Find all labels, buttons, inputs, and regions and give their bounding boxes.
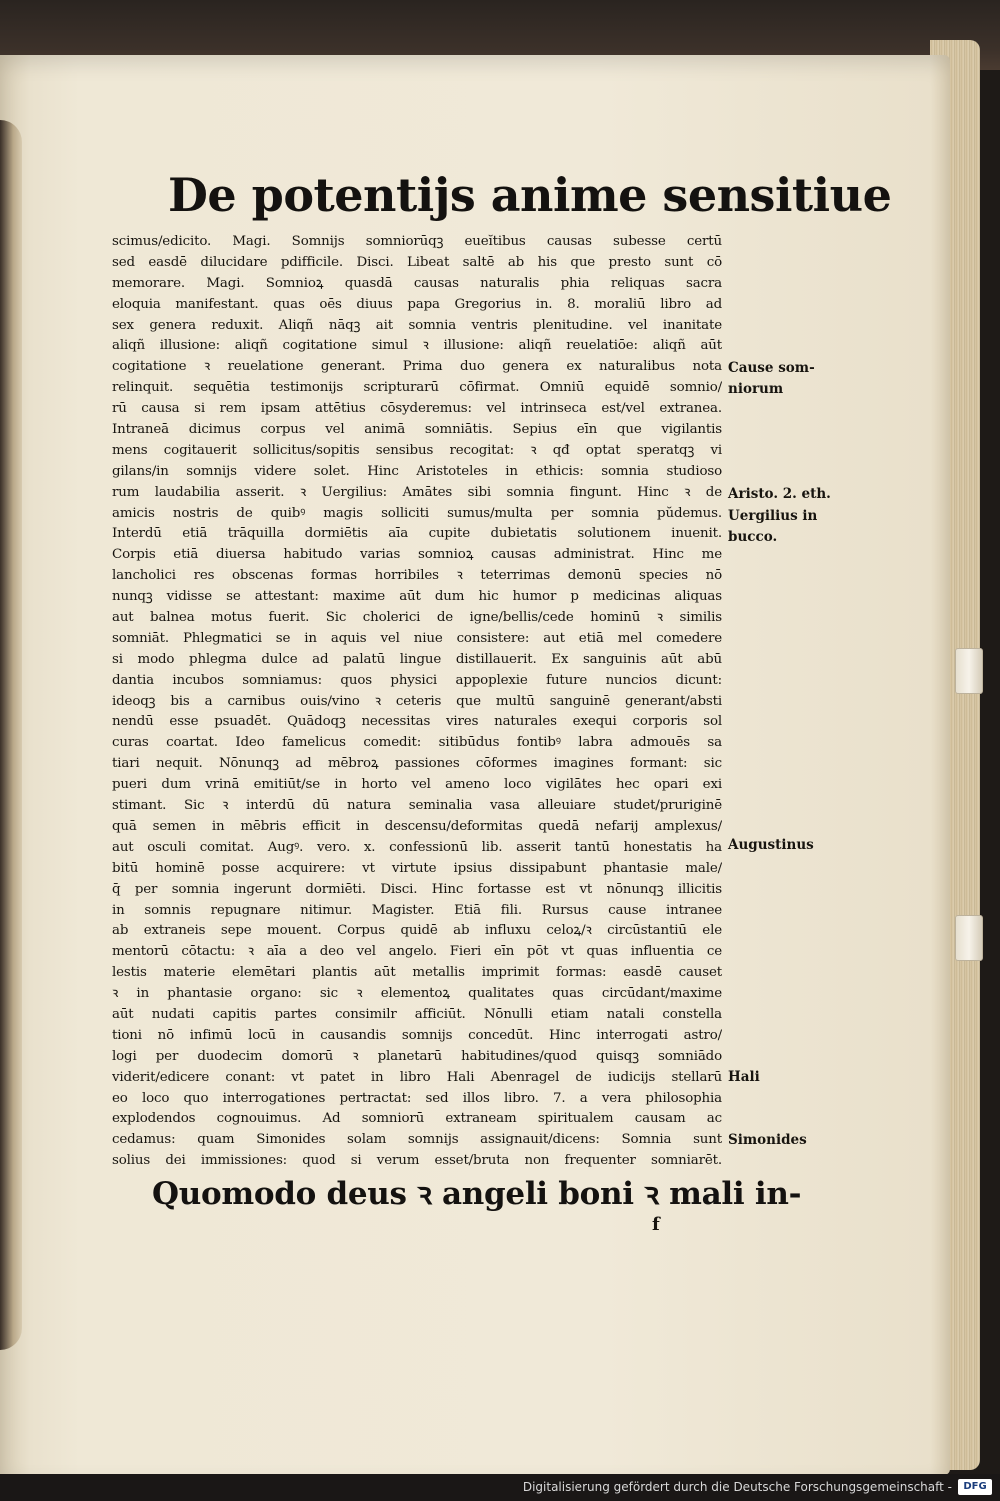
margin-note: Aristo. 2. eth. [728,486,831,502]
text-line: memorare. Magi. Somnioꝝ quasdā causas naturalis phia reliquas sacra [112,275,722,291]
text-line: q̄ per somnia ingerunt dormiēti. Disci. Hinc fortasse est vt nōnunqꝫ illicitis [112,881,722,897]
text-line: Intraneā dicimus corpus vel animā somniātis. Sepius eīn que vigilantis [112,422,722,438]
text-line: rū causa si rem ipsam attētius cōsyderemus: vel intrinseca est/vel extranea. [112,401,722,417]
running-title: De potentijs anime sensitiue [168,168,892,222]
text-line: cogitatione ꝛ reuelatione generant. Prima duo genera ex naturalibus nota [112,359,722,375]
text-line: amicis nostris de quibꝰ magis solliciti sumus/multa per somnia pŭdemus. [112,505,722,521]
margin-note: Simonides [728,1132,807,1148]
page-tab-marker [955,648,983,694]
text-line: sex genera reduxit. Aliqñ nāqꝫ ait somnia ventris plenitudine. vel inanitate [112,317,722,333]
text-line: Corpis etiā diuersa habitudo varias somnioꝝ causas administrat. Hinc me [112,547,722,563]
margin-note: niorum [728,381,784,397]
text-line: pueri dum vrinā emitiūt/se in horto vel ameno loco vigilātes hec opari exi [112,777,722,793]
text-line: si modo phlegma dulce ad palatū lingue distillauerit. Ex sanguinis aūt abū [112,651,722,667]
main-text-block [112,232,722,1172]
text-line: sed easdē dilucidare pdifficile. Disci. Libeat saltē ab his que presto sunt cō [112,254,722,270]
text-line: eo loco quo interrogationes pertractat: sed illos libro. 7. a vera philosophia [112,1090,722,1106]
text-line: lancholici res obscenas formas horribiles ꝛ teterrimas demonū species nō [112,568,722,584]
text-line: mentorū cōtactu: ꝛ aīa a deo vel angelo. Fieri eīn pōt vt quas influentia ce [112,944,722,960]
text-line: gilans/in somnijs videre solet. Hinc Aristoteles in ethicis: somnia studioso [112,463,722,479]
text-line: lestis materie elemētari plantis aūt metallis imprimit formas: easdē causet [112,965,722,981]
text-line: ideoqꝫ bis a carnibus ouis/vino ꝛ ceteris que multū sanguinē generant/absti [112,693,722,709]
text-line: tioni nō infimū locū in causandis somnijs concedūt. Hinc interrogati astro/ [112,1027,722,1043]
text-line: curas coartat. Ideo famelicus comedit: sitibūdus fontibꝰ labra admouēs sa [112,735,722,751]
section-heading: Quomodo deus ꝛ angeli boni ꝛ mali in- [152,1176,802,1212]
margin-note: Hali [728,1069,760,1085]
text-line: logi per duodecim domorū ꝛ planetarū habitudines/quod quisqꝫ somniādo [112,1048,722,1064]
page-tab-marker [955,915,983,961]
text-line: ꝛ in phantasie organo: sic ꝛ elementoꝝ qualitates quas circūdant/maxime [112,986,722,1002]
text-line: solius dei immissiones: quod si verum esset/bruta non frequenter somniarēt. [112,1153,722,1169]
text-line: relinquit. sequētia testimonijs scripturarū cōfirmat. Omniū equidē somnio/ [112,380,722,396]
signature-mark: f [652,1214,660,1235]
text-line: aut balnea motus fuerit. Sic cholerici de igne/bellis/cede hominū ꝛ similis [112,610,722,626]
margin-note: Uergilius in [728,508,818,524]
text-line: quā semen in mēbris efficit in descensu/deformitas quedā nefarij amplexus/ [112,818,722,834]
text-line: ab extraneis sepe mouent. Corpus quidē ab influxu celoꝝ/ꝛ circūstantiū ele [112,923,722,939]
left-page-edge [0,120,22,1350]
text-line: cedamus: quam Simonides solam somnijs assignauit/dicens: Somnia sunt [112,1132,722,1148]
margin-note: Augustinus [728,837,814,853]
text-line: dantia incubos somniamus: quos physici appoplexie future nuncios dicunt: [112,672,722,688]
text-line: scimus/edicito. Magi. Somnijs somniorūqꝫ eueĭtibus causas subesse certū [112,234,722,249]
text-line: aliqñ illusione: aliqñ cogitatione simul ꝛ illusione: aliqñ reuelatiōe: aliqñ aūt [112,338,722,354]
text-line: nunqꝫ vidisse se attestant: maxime aūt dum hic humor p medicinas aliquas [112,589,722,605]
text-line: in somnis repugnare nitimur. Magister. Etiā fili. Rursus cause intranee [112,902,722,918]
text-line: somniāt. Phlegmatici se in aquis vel niue consistere: aut etiā mel comedere [112,630,722,646]
text-line: bitū hominē posse acquirere: vt virtute ipsius dissipabunt phantasie male/ [112,860,722,876]
text-line: rum laudabilia asserit. ꝛ Uergilius: Amātes sibi somnia fingunt. Hinc ꝛ de [112,484,722,500]
text-line: nendū esse psuadēt. Quādoqꝫ necessitas vires naturales exequi corporis sol [112,714,722,730]
text-line: aut osculi comitat. Augꝰ. vero. x. confessionū lib. asserit tantū honestatis ha [112,839,722,855]
text-line: explodendos cognouimus. Ad somniorū extraneam spiritualem causam ac [112,1111,722,1127]
text-line: eloquia manifestant. quas oēs diuus papa Gregorius in. 8. moraliū libro ad [112,296,722,312]
margin-note: bucco. [728,529,778,545]
text-line: mens cogitauerit sollicitus/sopitis sensibus recogitat: ꝛ qđ optat speratqꝫ vi [112,442,722,458]
text-line: tiari nequit. Nōnunqꝫ ad mēbroꝝ passiones cōformes imagines formant: sic [112,756,722,772]
text-line: stimant. Sic ꝛ interdū dū natura seminalia vasa alleuiare studet/pruriginē [112,798,722,814]
dfg-logo: DFG [958,1479,992,1495]
text-line: Interdū etiā trāquilla dormiētis aīa cupite dubietatis solutionem inuenit. [112,526,722,542]
text-line: viderit/edicere conant: vt patet in libro Hali Abenragel de iudicijs stellarū [112,1069,722,1085]
footer-credit: Digitalisierung gefördert durch die Deutsche Forschungsgemeinschaft - [522,1480,952,1494]
margin-note: Cause som- [728,360,815,376]
text-line: aūt nudati capitis partes consimilr afficiūt. Nōnulli etiam natali constella [112,1006,722,1022]
